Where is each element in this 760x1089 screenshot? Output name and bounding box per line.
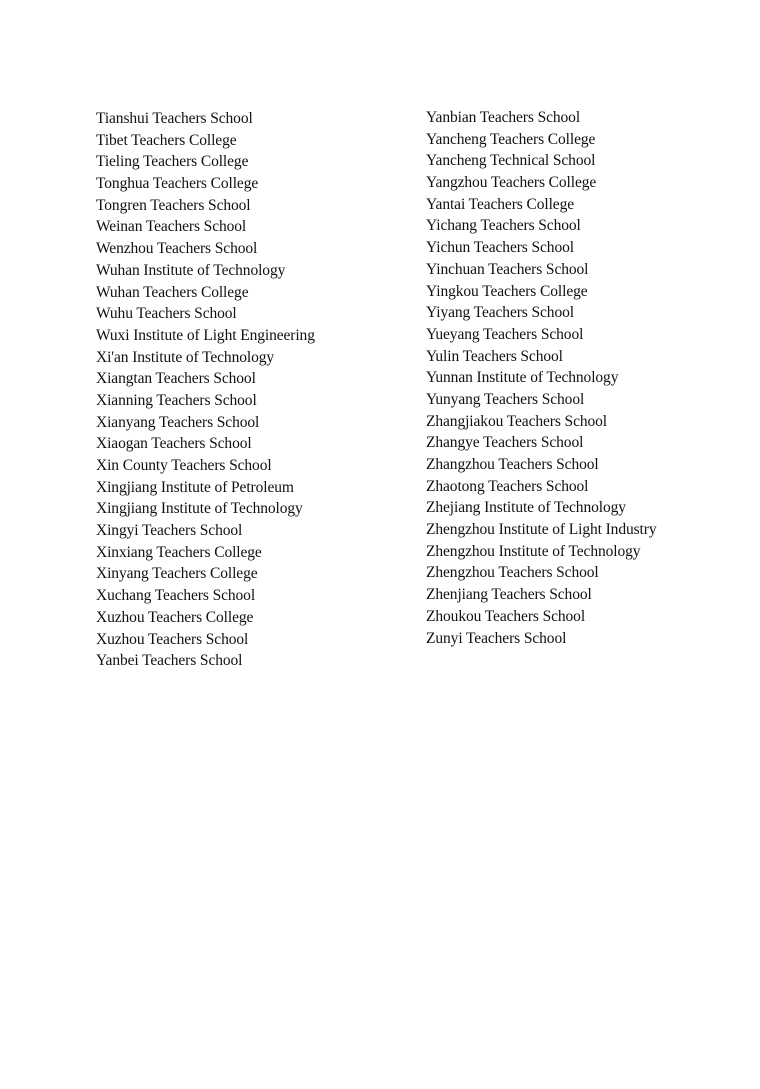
school-list-item: Yulin Teachers School <box>426 347 563 365</box>
school-list-item: Wuhan Teachers College <box>96 283 249 301</box>
school-list-item: Yanbian Teachers School <box>426 109 581 126</box>
school-list-item: Xinxiang Teachers College <box>96 543 262 561</box>
school-list-item: Zhangjiakou Teachers School <box>426 412 608 430</box>
school-list-item: Xianyang Teachers School <box>96 413 260 431</box>
school-list-left-column <box>96 108 315 672</box>
school-list-item: Yichang Teachers School <box>426 217 581 235</box>
school-list-item: Zhenjiang Teachers School <box>426 586 592 604</box>
school-list-item: Yunyang Teachers School <box>426 390 585 408</box>
school-list-item: Zhejiang Institute of Technology <box>426 499 626 517</box>
school-list-item: Yanbei Teachers School <box>96 652 243 670</box>
school-list-item: Xingyi Teachers School <box>96 522 243 540</box>
school-list-item: Yangzhou Teachers College <box>426 174 597 192</box>
school-list-item: Tianshui Teachers School <box>96 110 253 127</box>
school-list-item: Yantai Teachers College <box>426 195 574 213</box>
school-list-item: Yichun Teachers School <box>426 239 574 257</box>
school-list-item: Yunnan Institute of Technology <box>426 369 619 387</box>
school-list-item: Zhaotong Teachers School <box>426 477 589 495</box>
school-list-item: Yiyang Teachers School <box>426 304 574 322</box>
school-list-item: Zhoukou Teachers School <box>426 607 586 625</box>
school-list-item: Xuzhou Teachers College <box>96 608 254 626</box>
school-list-item: Tibet Teachers College <box>96 131 237 149</box>
school-list-item: Xinyang Teachers College <box>96 565 258 583</box>
school-list-item: Xiangtan Teachers School <box>96 370 256 388</box>
school-list-item: Zhangye Teachers School <box>426 434 584 452</box>
school-list-item: Xingjiang Institute of Technology <box>96 500 303 518</box>
school-list-item: Yinchuan Teachers School <box>426 260 589 278</box>
school-list-item: Zhengzhou Institute of Light Industry <box>426 521 657 539</box>
school-list-item: Yueyang Teachers School <box>426 325 584 343</box>
school-list-item: Zhengzhou Institute of Technology <box>426 542 641 560</box>
school-list-item: Zunyi Teachers School <box>426 629 567 647</box>
school-list-item: Xuzhou Teachers School <box>96 630 249 648</box>
school-list-item: Tonghua Teachers College <box>96 175 259 193</box>
school-list-item: Wenzhou Teachers School <box>96 240 258 258</box>
school-list-item: Zhengzhou Teachers School <box>426 564 599 582</box>
school-list-item: Yingkou Teachers College <box>426 282 588 300</box>
school-list-item: Tongren Teachers School <box>96 196 251 214</box>
school-list-item: Xuchang Teachers School <box>96 587 256 605</box>
school-list-item: Tieling Teachers College <box>96 153 249 171</box>
school-list-item: Yancheng Teachers College <box>426 130 596 148</box>
school-list-item: Zhangzhou Teachers School <box>426 456 599 473</box>
school-list-item: Wuhan Institute of Technology <box>96 261 286 279</box>
school-list-item: Wuhu Teachers School <box>96 305 237 323</box>
school-list-item: Xin County Teachers School <box>96 457 272 474</box>
school-list-item: Yancheng Technical School <box>426 152 596 170</box>
school-list-item: Xi'an Institute of Technology <box>96 348 275 366</box>
school-list-item: Xiaogan Teachers School <box>96 435 252 453</box>
school-list-item: Wuxi Institute of Light Engineering <box>96 326 315 344</box>
school-list-item: Xianning Teachers School <box>96 391 257 409</box>
school-list-item: Xingjiang Institute of Petroleum <box>96 478 294 496</box>
school-list-item: Weinan Teachers School <box>96 218 247 236</box>
school-list-right-column <box>426 107 656 649</box>
